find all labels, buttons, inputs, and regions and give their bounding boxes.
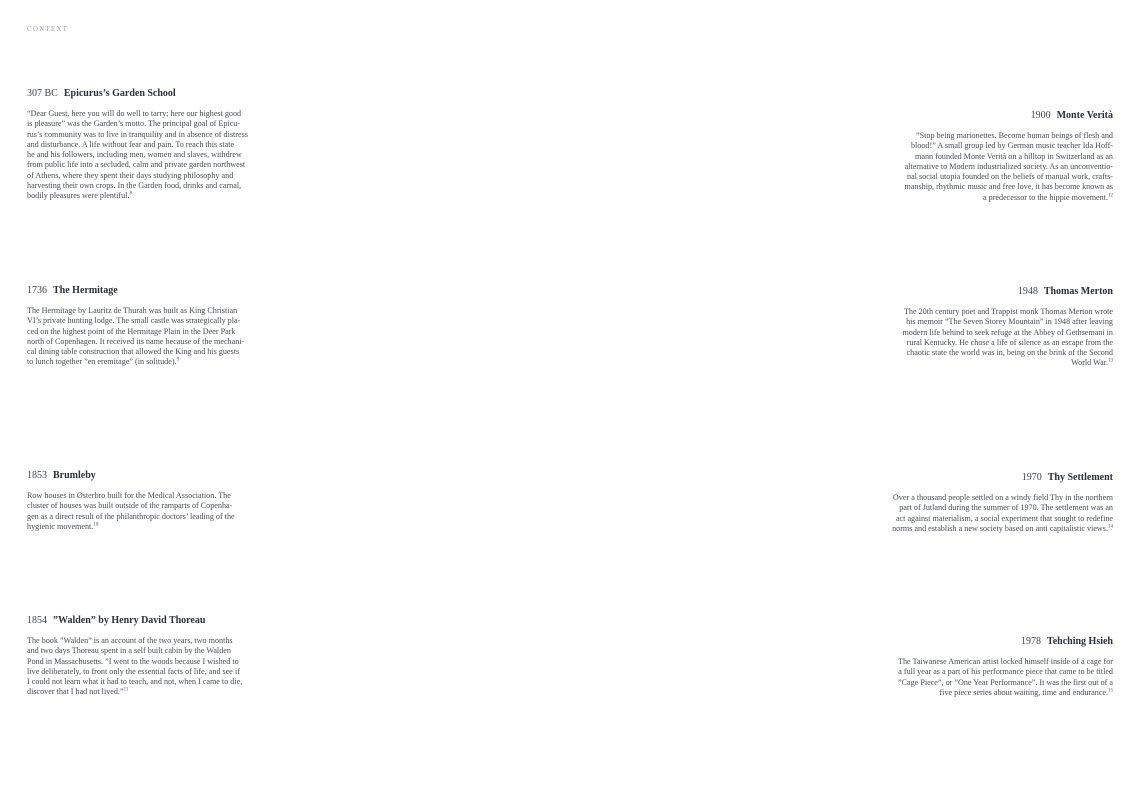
entry-text: World War. <box>1071 358 1108 368</box>
entry-heading <box>27 284 244 297</box>
entry-text: Pond in Massachusetts. ”I went to the woods because I wished to <box>27 656 239 666</box>
entry-text-line <box>27 347 244 357</box>
entry-year: 1970 <box>1021 472 1042 483</box>
entry-title: Epicurus’s Garden School <box>63 88 176 99</box>
entry-body <box>892 493 1113 534</box>
entry-text: and two days Thoreau spent in a self built cabin by the Walden <box>27 646 231 656</box>
entry-text: norms and establish a new society based on anti capitalistic views. <box>892 523 1108 533</box>
entry-title: Tehching Hsieh <box>1046 636 1113 647</box>
entry-heading <box>898 635 1113 648</box>
entry-text: he and his followers, including men, women and slaves, withdrew <box>27 150 242 160</box>
entry-text-line <box>27 501 235 511</box>
entry-title: Monte Verità <box>1056 110 1113 121</box>
entry-text-line <box>902 307 1113 317</box>
entry-heading <box>27 87 248 100</box>
entry-text: and disturbance. A life without fear and pain. To reach this state <box>27 139 235 149</box>
entry-text-line <box>27 191 248 201</box>
entry-text-line <box>892 503 1113 513</box>
entry-title: The Hermitage <box>53 285 118 296</box>
entry-text-line <box>27 646 242 656</box>
entry-text: hygienic movement. <box>27 521 94 531</box>
entry-text-line <box>902 317 1113 327</box>
entry-text-line <box>892 493 1113 503</box>
entry-text-line <box>27 512 235 522</box>
entry-text: a full year as a part of his performance piece that came to be titled <box>898 667 1113 677</box>
timeline-entry <box>27 614 242 698</box>
timeline-entry <box>902 285 1113 369</box>
entry-text: part of Jutland during the summer of 1970. The settlement was an <box>899 503 1113 513</box>
entry-title: Thy Settlement <box>1047 472 1113 483</box>
entry-text: cal dining table construction that allowed the King and his guests <box>27 347 240 357</box>
footnote-ref: 13 <box>1108 358 1113 364</box>
entry-text-line <box>27 130 248 140</box>
entry-text-line <box>898 678 1113 688</box>
entry-text-line <box>27 337 244 347</box>
entry-text: I could not learn what it had to teach, and not, when I came to die, <box>27 677 243 687</box>
entry-text-line <box>27 491 235 501</box>
timeline-entry <box>27 87 248 202</box>
entry-text: modern life behind to seek refuge at the Abbey of Gethsemani in <box>902 327 1113 337</box>
footnote-ref: 12 <box>1108 193 1113 199</box>
entry-text-line <box>905 172 1114 182</box>
entry-text-line <box>902 328 1113 338</box>
entry-text: live deliberately, to front only the essential facts of life, and see if <box>27 666 240 676</box>
entry-text: The book ”Walden” is an account of the two years, two months <box>27 636 233 645</box>
timeline-entry <box>27 284 244 368</box>
entry-text: ”Stop being marionettes. Become human beings of flesh and <box>916 131 1113 140</box>
entry-year: 1736 <box>27 285 47 296</box>
entry-text: The Hermitage by Lauritz de Thurah was built as King Christian <box>27 306 238 315</box>
timeline-entry <box>892 471 1113 534</box>
entry-text-line <box>27 181 248 191</box>
entry-text: nal social utopia founded on the beliefs of manual work, crafts- <box>907 172 1113 182</box>
entry-text: ced on the highest point of the Hermitage Plain in the Deer Park <box>27 326 236 336</box>
entry-text-line <box>27 677 242 687</box>
entry-heading <box>27 614 242 627</box>
footnote-ref: 9 <box>176 357 180 363</box>
entry-text-line <box>892 514 1113 524</box>
entry-text-line <box>27 327 244 337</box>
entry-text: chaotic state the world was in, being on the brink of the Second <box>906 348 1113 358</box>
entry-text-line <box>27 171 248 181</box>
entry-text-line <box>27 119 248 129</box>
entry-year: 307 BC <box>27 88 58 99</box>
entry-body <box>902 307 1113 369</box>
entry-text-line <box>898 667 1113 677</box>
entry-body <box>898 657 1113 698</box>
entry-text-line <box>905 182 1114 192</box>
entry-text-line <box>905 162 1114 172</box>
entry-text: discover that I had not lived.” <box>27 687 124 697</box>
entry-body <box>905 131 1114 203</box>
entry-text-line <box>905 131 1114 141</box>
entry-text: rus’s community was to live in tranquility and in absence of distress <box>27 129 248 139</box>
entry-text: blood!” A small group led by German music teacher Ida Hoff- <box>910 141 1113 151</box>
entry-text: The 20th century poet and Trappist monk Thomas Merton wrote <box>903 307 1113 316</box>
entry-text-line <box>905 152 1114 162</box>
entry-text-line <box>892 524 1113 534</box>
entry-title: Brumleby <box>53 470 96 481</box>
entry-heading <box>892 471 1113 484</box>
entry-text-line <box>27 150 248 160</box>
entry-text: north of Copenhagen. It received its name because of the mechani- <box>27 336 245 346</box>
entry-body <box>27 491 235 532</box>
entry-text: mann founded Monte Verità on a hilltop in Switzerland as an <box>915 151 1113 161</box>
entry-text: bodily pleasures were plentiful. <box>27 191 130 201</box>
entry-text: Over a thousand people settled on a windy field Thy in the northern <box>892 493 1113 502</box>
entry-title: ”Walden” by Henry David Thoreau <box>53 615 206 626</box>
entry-text: cluster of houses was built outside of the ramparts of Copenha- <box>27 501 233 511</box>
entry-text: gen as a direct result of the philanthropic doctors’ leading of the <box>27 511 235 521</box>
entry-text: “Dear Guest, here you will do well to tarry; here our highest good <box>27 109 242 118</box>
entry-text: a predecessor to the hippie movement. <box>983 192 1108 202</box>
timeline-entry <box>27 469 235 532</box>
footnote-ref: 11 <box>123 687 129 693</box>
entry-text: to lunch together ”en eremitage” (in solitude). <box>27 357 177 367</box>
entry-year: 1854 <box>27 615 47 626</box>
entry-text: harvesting their own crops. In the Garden food, drinks and carnal, <box>27 181 242 191</box>
entry-text: manship, rhythmic music and free love, it has become known as <box>904 182 1113 192</box>
entry-text-line <box>27 140 248 150</box>
entry-text-line <box>27 357 244 367</box>
footnote-ref: 15 <box>1108 688 1113 694</box>
entry-text-line <box>27 657 242 667</box>
entry-year: 1853 <box>27 470 47 481</box>
entry-text: is pleasure” was the Garden’s motto. The principal goal of Epicu- <box>27 119 241 129</box>
entry-text-line <box>902 348 1113 358</box>
entry-text: act against materialism, a social experiment that sought to redefine <box>895 513 1113 523</box>
entry-body <box>27 636 242 698</box>
entry-text-line <box>902 338 1113 348</box>
entry-heading <box>902 285 1113 298</box>
section-label: CONTEXT <box>27 25 69 33</box>
entry-year: 1978 <box>1020 636 1041 647</box>
entry-text-line <box>27 522 235 532</box>
entry-title: Thomas Merton <box>1043 286 1113 297</box>
entry-heading <box>27 469 235 482</box>
footnote-ref: 8 <box>129 191 132 197</box>
entry-text-line <box>898 657 1113 667</box>
footnote-ref: 10 <box>93 522 99 528</box>
entry-text: Row houses in Østerbro built for the Medical Association. The <box>27 491 231 500</box>
entry-body <box>27 109 248 202</box>
entry-text-line <box>898 688 1113 698</box>
entry-text: rural Kentucky. He chose a life of silence as an escape from the <box>906 337 1113 347</box>
entry-text-line <box>27 160 248 170</box>
entry-text-line <box>27 687 242 697</box>
entry-text: ”Cage Piece”, or ”One Year Performance”. It was the first out of a <box>897 677 1113 687</box>
entry-text-line <box>905 141 1114 151</box>
entry-text-line <box>27 306 244 316</box>
entry-text-line <box>905 193 1114 203</box>
entry-text: from public life into a secluded, calm and private garden northwest <box>27 160 246 170</box>
entry-text: his memoir ”The Seven Storey Mountain” in 1948 after leaving <box>906 317 1113 327</box>
entry-text-line <box>27 667 242 677</box>
entry-year: 1900 <box>1030 110 1051 121</box>
footnote-ref: 14 <box>1108 524 1113 530</box>
entry-text-line <box>27 636 242 646</box>
entry-text: five piece series about waiting, time and endurance. <box>939 687 1108 697</box>
entry-text: alternative to Modern industrialized society. As an unconventio- <box>904 161 1113 171</box>
entry-text-line <box>27 109 248 119</box>
timeline-entry <box>905 109 1114 203</box>
entry-text: The Taiwanese American artist locked himself inside of a cage for <box>898 657 1113 666</box>
timeline-entry <box>898 635 1113 698</box>
entry-body <box>27 306 244 368</box>
entry-heading <box>905 109 1114 122</box>
entry-text: VI’s private hunting lodge. The small castle was strategically pla- <box>27 316 241 326</box>
entry-text-line <box>27 316 244 326</box>
entry-text-line <box>902 358 1113 368</box>
entry-year: 1948 <box>1017 286 1038 297</box>
entry-text: of Athens, where they spent their days studying philosophy and <box>27 170 234 180</box>
